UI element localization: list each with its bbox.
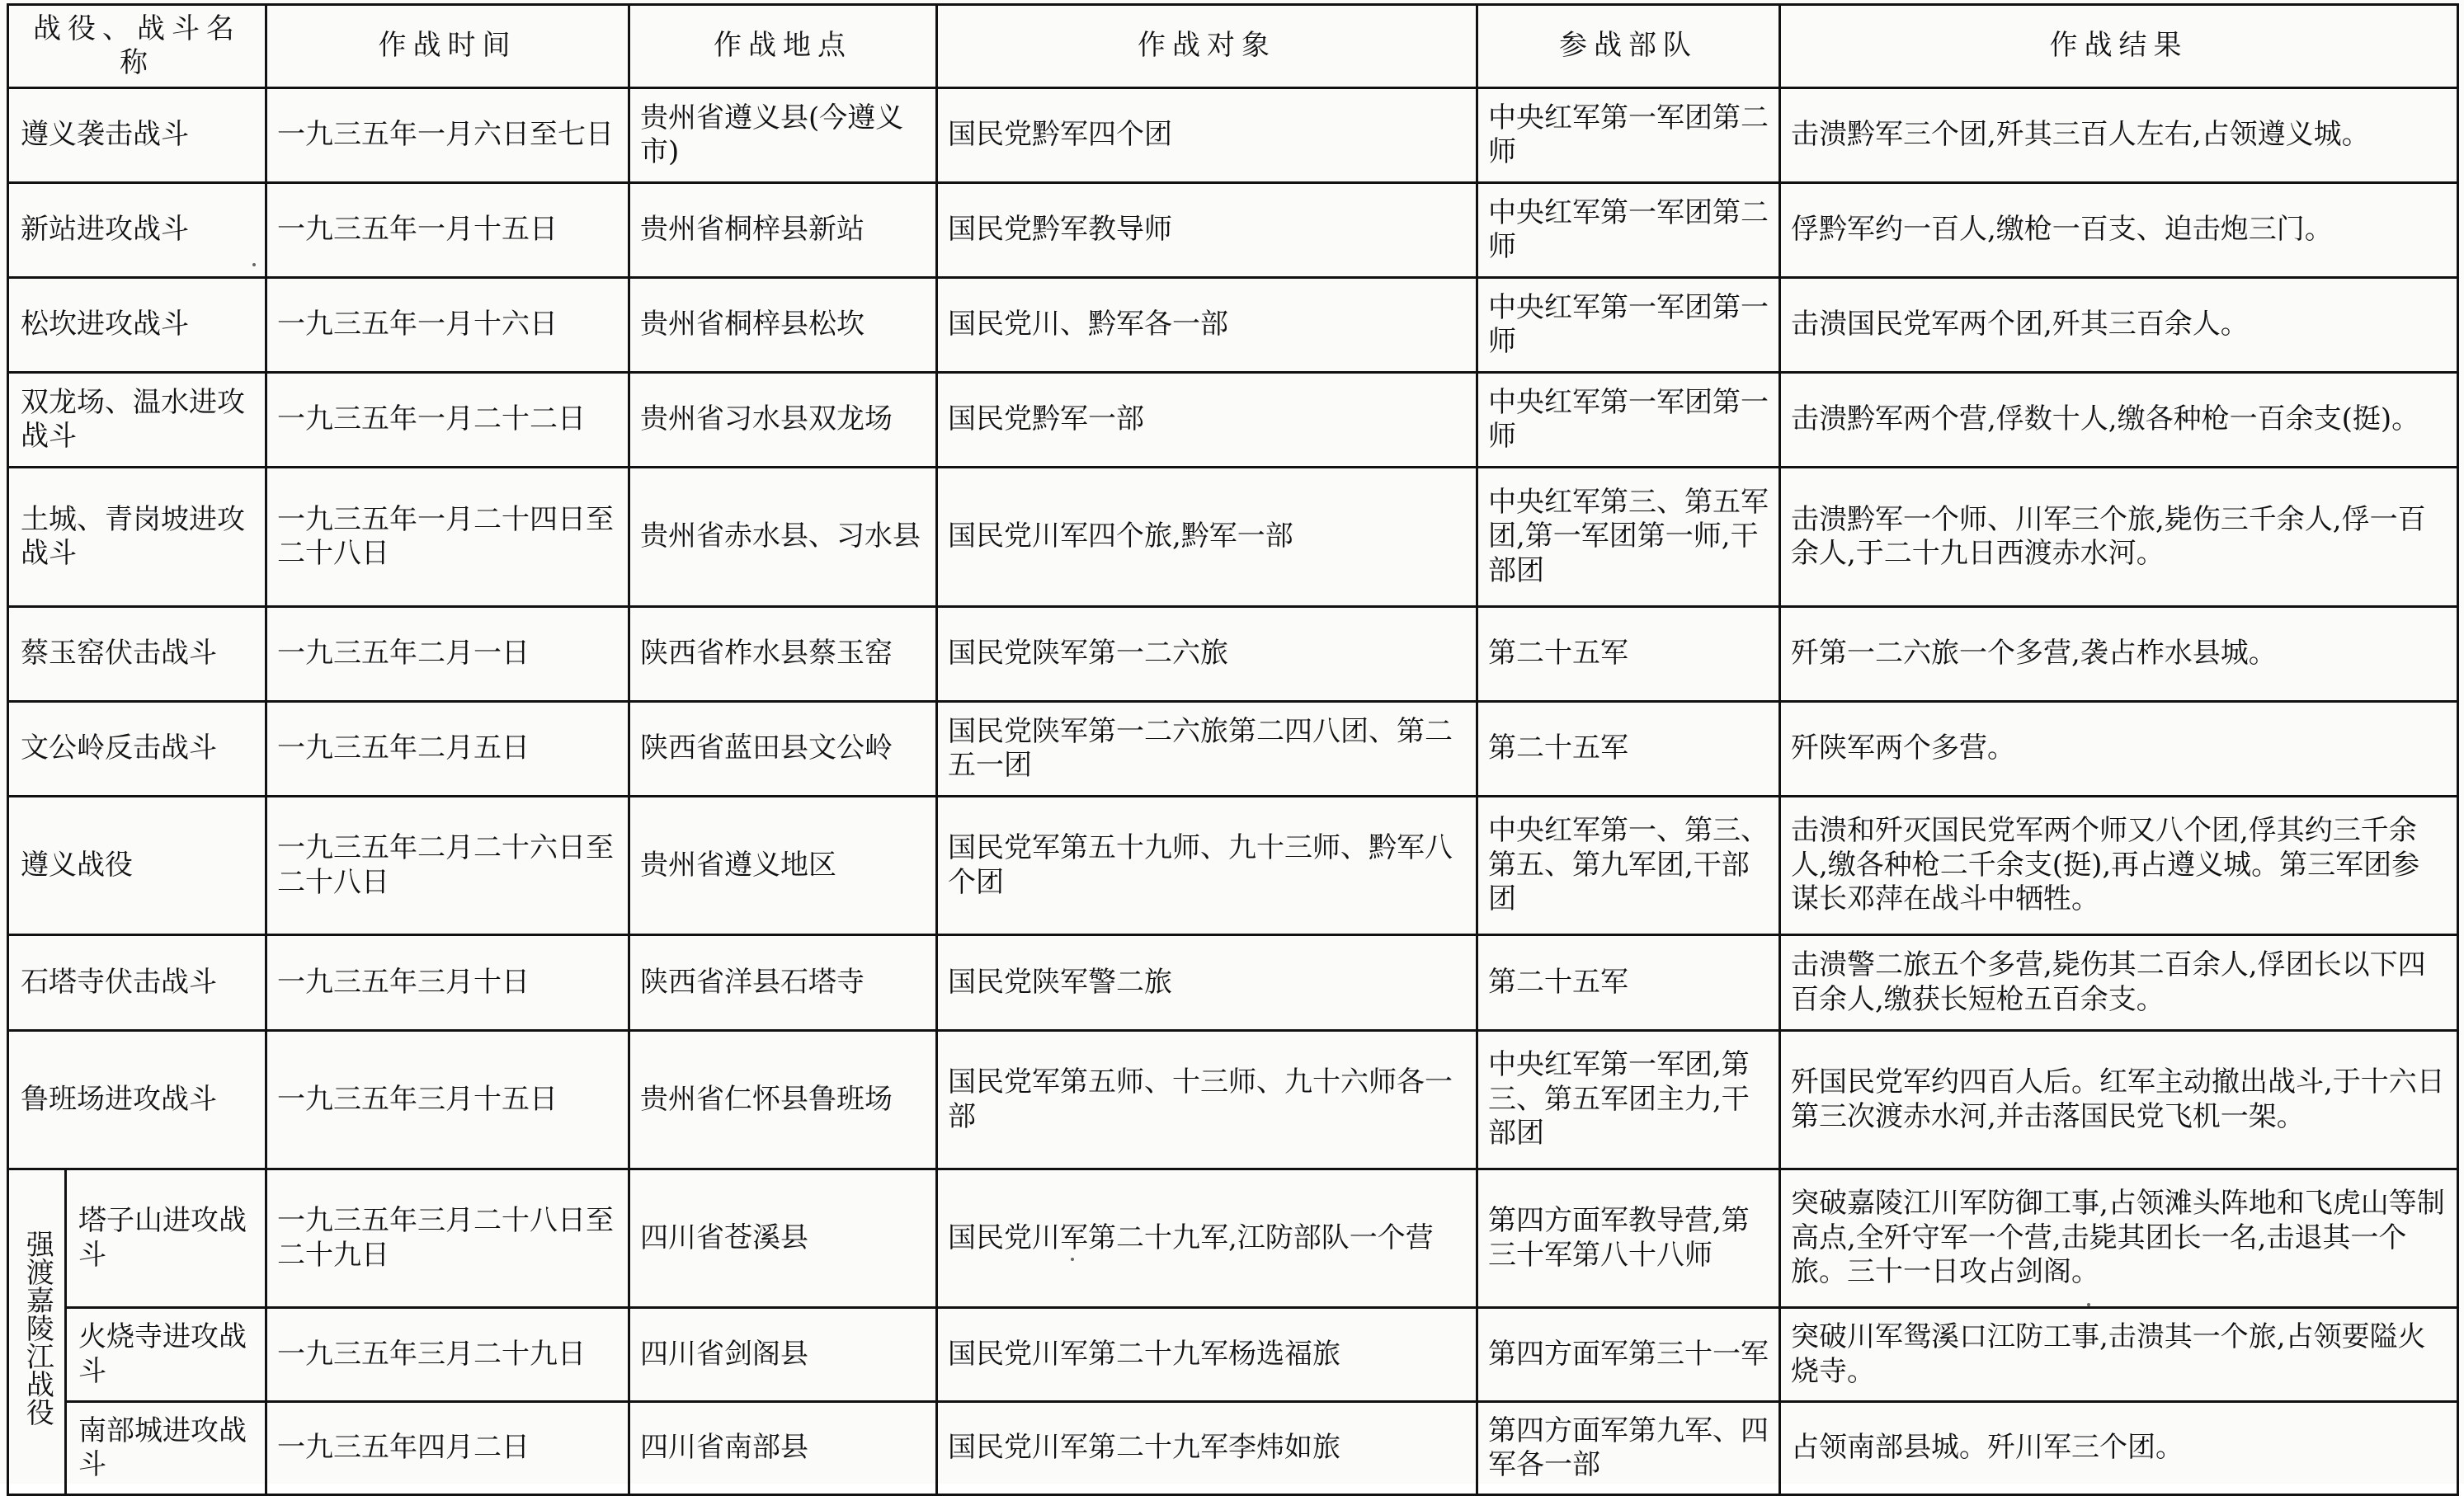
battle-time-cell: 一九三五年三月二十九日 — [266, 1308, 629, 1402]
table-row — [8, 373, 2458, 468]
battle-record-table — [7, 3, 2459, 1496]
header-battle-result: 作战结果 — [1780, 5, 2458, 88]
battle-result-cell: 歼第一二六旅一个多营,袭占柞水县城。 — [1780, 607, 2458, 702]
participating-units-cell: 中央红军第一军团第一师 — [1477, 373, 1780, 468]
battle-place-cell: 贵州省遵义县(今遵义市) — [629, 88, 937, 183]
table-row — [8, 1308, 2458, 1402]
battle-target-cell: 国民党陕军第一二六旅 — [937, 607, 1477, 702]
battle-result-cell: 俘黔军约一百人,缴枪一百支、迫击炮三门。 — [1780, 183, 2458, 278]
battle-result-cell: 占领南部县城。歼川军三个团。 — [1780, 1402, 2458, 1495]
battle-place-cell: 贵州省遵义地区 — [629, 797, 937, 935]
participating-units-cell: 第二十五军 — [1477, 607, 1780, 702]
battle-result-cell: 击溃警二旅五个多营,毙伤其二百余人,俘团长以下四百余人,缴获长短枪五百余支。 — [1780, 935, 2458, 1031]
participating-units-cell: 第二十五军 — [1477, 702, 1780, 797]
battle-time-cell: 一九三五年一月二十二日 — [266, 373, 629, 468]
battle-target-cell: 国民党陕军第一二六旅第二四八团、第二五一团 — [937, 702, 1477, 797]
battle-name-cell: 双龙场、温水进攻战斗 — [8, 373, 266, 468]
battle-name-cell: 土城、青岗坡进攻战斗 — [8, 468, 266, 607]
participating-units-cell: 中央红军第三、第五军团,第一军团第一师,干部团 — [1477, 468, 1780, 607]
battle-target-cell: 国民党川军第二十九军,江防部队一个营 — [937, 1169, 1477, 1308]
battle-time-cell: 一九三五年三月二十八日至二十九日 — [266, 1169, 629, 1308]
table-row — [8, 88, 2458, 183]
scan-speck — [2087, 1303, 2090, 1306]
battle-result-cell: 击溃国民党军两个团,歼其三百余人。 — [1780, 278, 2458, 373]
battle-time-cell: 一九三五年二月一日 — [266, 607, 629, 702]
battle-name-cell: 遵义战役 — [8, 797, 266, 935]
battle-name-cell: 新站进攻战斗 — [8, 183, 266, 278]
battle-target-cell: 国民党川军四个旅,黔军一部 — [937, 468, 1477, 607]
battle-time-cell: 一九三五年二月二十六日至二十八日 — [266, 797, 629, 935]
participating-units-cell: 第二十五军 — [1477, 935, 1780, 1031]
battle-place-cell: 陕西省柞水县蔡玉窑 — [629, 607, 937, 702]
participating-units-cell: 中央红军第一军团第二师 — [1477, 88, 1780, 183]
battle-result-cell: 歼陕军两个多营。 — [1780, 702, 2458, 797]
participating-units-cell: 中央红军第一、第三、第五、第九军团,干部团 — [1477, 797, 1780, 935]
battle-place-cell: 陕西省洋县石塔寺 — [629, 935, 937, 1031]
battle-target-cell: 国民党川军第二十九军杨选福旅 — [937, 1308, 1477, 1402]
participating-units-cell: 中央红军第一军团,第三、第五军团主力,干部团 — [1477, 1031, 1780, 1169]
battle-name-cell: 火烧寺进攻战斗 — [66, 1308, 266, 1402]
participating-units-cell: 第四方面军第九军、四军各一部 — [1477, 1402, 1780, 1495]
battle-target-cell: 国民党黔军教导师 — [937, 183, 1477, 278]
table-row — [8, 935, 2458, 1031]
battle-target-cell: 国民党川、黔军各一部 — [937, 278, 1477, 373]
jialing-river-campaign-text: 强渡嘉陵江战役 — [21, 1229, 54, 1426]
battle-name-cell: 南部城进攻战斗 — [66, 1402, 266, 1495]
battle-time-cell: 一九三五年一月十六日 — [266, 278, 629, 373]
battle-place-cell: 贵州省桐梓县松坎 — [629, 278, 937, 373]
battle-result-cell: 突破嘉陵江川军防御工事,占领滩头阵地和飞虎山等制高点,全歼守军一个营,击毙其团长一名,击退其一个旅。三十一日攻占剑阁。 — [1780, 1169, 2458, 1308]
battle-target-cell: 国民党黔军一部 — [937, 373, 1477, 468]
table-row — [8, 702, 2458, 797]
scan-speck — [1071, 1258, 1074, 1261]
battle-place-cell: 陕西省蓝田县文公岭 — [629, 702, 937, 797]
battle-target-cell: 国民党军第五十九师、九十三师、黔军八个团 — [937, 797, 1477, 935]
battle-time-cell: 一九三五年三月十日 — [266, 935, 629, 1031]
battle-target-cell: 国民党川军第二十九军李炜如旅 — [937, 1402, 1477, 1495]
battle-target-cell: 国民党陕军警二旅 — [937, 935, 1477, 1031]
header-battle-place: 作战地点 — [629, 5, 937, 88]
battle-time-cell: 一九三五年一月六日至七日 — [266, 88, 629, 183]
battle-result-cell: 击溃黔军一个师、川军三个旅,毙伤三千余人,俘一百余人,于二十九日西渡赤水河。 — [1780, 468, 2458, 607]
table-row — [8, 183, 2458, 278]
battle-time-cell: 一九三五年一月二十四日至二十八日 — [266, 468, 629, 607]
header-participating-units: 参战部队 — [1477, 5, 1780, 88]
battle-name-cell: 蔡玉窑伏击战斗 — [8, 607, 266, 702]
participating-units-cell: 中央红军第一军团第一师 — [1477, 278, 1780, 373]
table-row — [8, 468, 2458, 607]
table-row — [8, 607, 2458, 702]
battle-place-cell: 四川省苍溪县 — [629, 1169, 937, 1308]
battle-name-cell: 鲁班场进攻战斗 — [8, 1031, 266, 1169]
battle-place-cell: 贵州省习水县双龙场 — [629, 373, 937, 468]
battle-result-cell: 击溃黔军两个营,俘数十人,缴各种枪一百余支(挺)。 — [1780, 373, 2458, 468]
battle-target-cell: 国民党黔军四个团 — [937, 88, 1477, 183]
battle-place-cell: 贵州省桐梓县新站 — [629, 183, 937, 278]
battle-place-cell: 四川省南部县 — [629, 1402, 937, 1495]
participating-units-cell: 第四方面军第三十一军 — [1477, 1308, 1780, 1402]
header-battle-time: 作战时间 — [266, 5, 629, 88]
battle-target-cell: 国民党军第五师、十三师、九十六师各一部 — [937, 1031, 1477, 1169]
table-row — [8, 1169, 2458, 1308]
battle-name-cell: 石塔寺伏击战斗 — [8, 935, 266, 1031]
battle-time-cell: 一九三五年一月十五日 — [266, 183, 629, 278]
battle-result-cell: 击溃和歼灭国民党军两个师又八个团,俘其约三千余人,缴各种枪二千余支(挺),再占遵义城。第三军团参谋长邓萍在战斗中牺牲。 — [1780, 797, 2458, 935]
battle-place-cell: 四川省剑阁县 — [629, 1308, 937, 1402]
scan-speck — [252, 263, 256, 266]
table-row — [8, 797, 2458, 935]
battle-name-cell: 松坎进攻战斗 — [8, 278, 266, 373]
participating-units-cell: 中央红军第一军团第二师 — [1477, 183, 1780, 278]
battle-name-cell: 遵义袭击战斗 — [8, 88, 266, 183]
table-row — [8, 1402, 2458, 1495]
table-row — [8, 1031, 2458, 1169]
battle-time-cell: 一九三五年二月五日 — [266, 702, 629, 797]
battle-name-cell: 文公岭反击战斗 — [8, 702, 266, 797]
battle-result-cell: 歼国民党军约四百人后。红军主动撤出战斗,于十六日第三次渡赤水河,并击落国民党飞机一架。 — [1780, 1031, 2458, 1169]
jialing-river-campaign-label — [8, 1169, 66, 1495]
battle-result-cell: 突破川军鸳溪口江防工事,击溃其一个旅,占领要隘火烧寺。 — [1780, 1308, 2458, 1402]
table-header-row — [8, 5, 2458, 88]
participating-units-cell: 第四方面军教导营,第三十军第八十八师 — [1477, 1169, 1780, 1308]
battle-place-cell: 贵州省仁怀县鲁班场 — [629, 1031, 937, 1169]
battle-time-cell: 一九三五年三月十五日 — [266, 1031, 629, 1169]
battle-result-cell: 击溃黔军三个团,歼其三百人左右,占领遵义城。 — [1780, 88, 2458, 183]
header-battle-name: 战役、战斗名称 — [8, 5, 266, 88]
battle-time-cell: 一九三五年四月二日 — [266, 1402, 629, 1495]
battle-place-cell: 贵州省赤水县、习水县 — [629, 468, 937, 607]
battle-name-cell: 塔子山进攻战斗 — [66, 1169, 266, 1308]
header-battle-target: 作战对象 — [937, 5, 1477, 88]
table-row — [8, 278, 2458, 373]
